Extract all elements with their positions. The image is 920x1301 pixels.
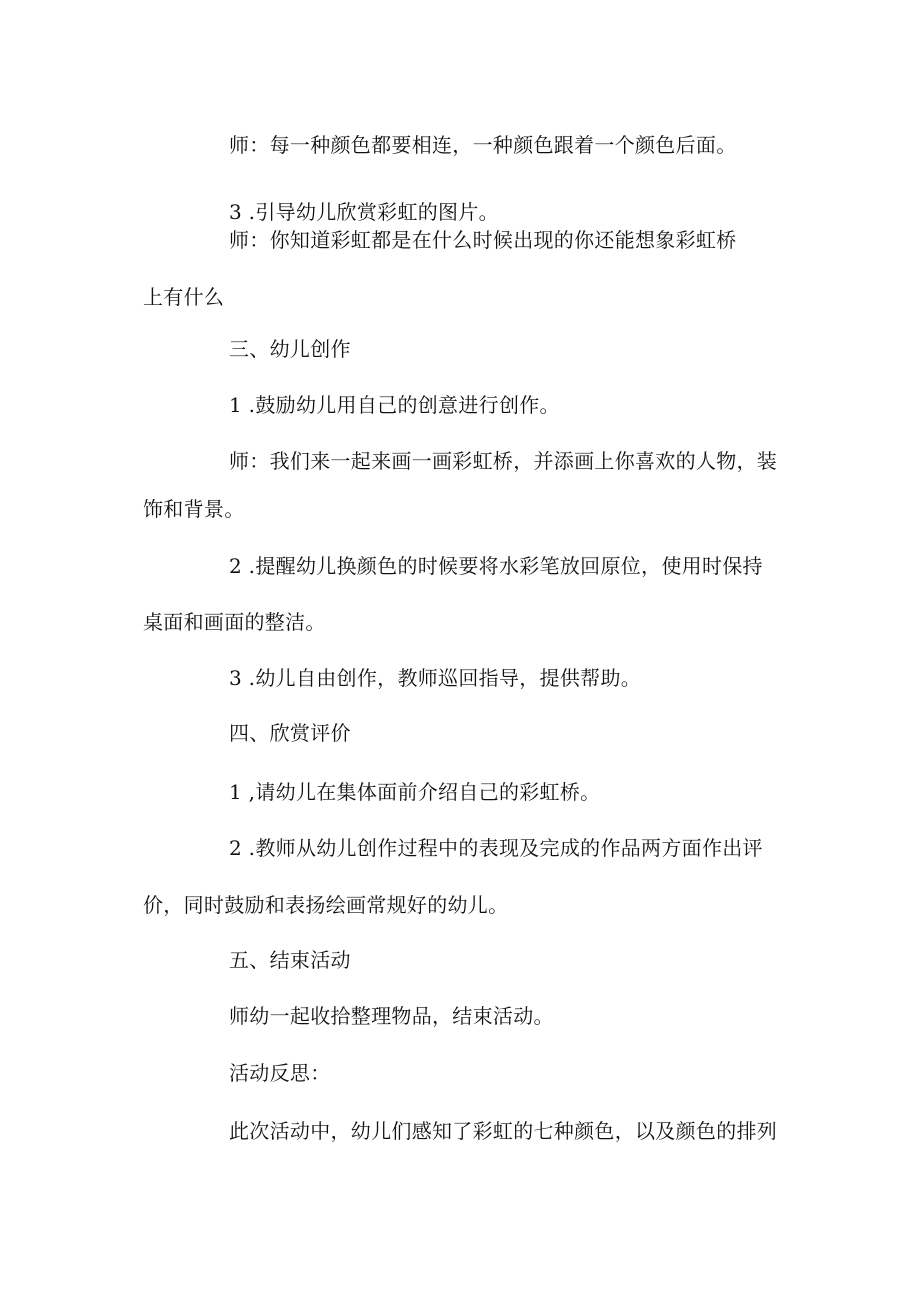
- paragraph-line: 3 .引导幼儿欣赏彩虹的图片。: [229, 200, 499, 224]
- section-heading: 四、欣赏评价: [229, 721, 351, 745]
- paragraph-line: 饰和背景。: [143, 497, 245, 521]
- paragraph-line: 1 .鼓励幼儿用自己的创意进行创作。: [229, 393, 560, 417]
- paragraph-line: 价，同时鼓励和表扬绘画常规好的幼儿。: [143, 893, 509, 917]
- paragraph-line: 2 .提醒幼儿换颜色的时候要将水彩笔放回原位，使用时保持: [229, 554, 763, 578]
- paragraph-line: 师：我们来一起来画一画彩虹桥，并添画上你喜欢的人物，装: [229, 449, 778, 473]
- paragraph-line: 师：每一种颜色都要相连，一种颜色跟着一个颜色后面。: [229, 133, 737, 157]
- paragraph-line: 师：你知道彩虹都是在什么时候出现的你还能想象彩虹桥: [229, 228, 737, 252]
- paragraph-line: 此次活动中，幼儿们感知了彩虹的七种颜色，以及颜色的排列: [229, 1119, 778, 1143]
- paragraph-line: 上有什么: [143, 285, 225, 309]
- paragraph-line: 桌面和画面的整洁。: [143, 610, 326, 634]
- paragraph-line: 1 ,请幼儿在集体面前介绍自己的彩虹桥。: [229, 780, 601, 804]
- paragraph-line: 2 .教师从幼儿创作过程中的表现及完成的作品两方面作出评: [229, 836, 763, 860]
- paragraph-line: 活动反思：: [229, 1061, 331, 1085]
- paragraph-line: 师幼一起收拾整理物品，结束活动。: [229, 1004, 554, 1028]
- paragraph-line: 3 .幼儿自由创作，教师巡回指导，提供帮助。: [229, 666, 642, 690]
- section-heading: 三、幼儿创作: [229, 337, 351, 361]
- section-heading: 五、结束活动: [229, 948, 351, 972]
